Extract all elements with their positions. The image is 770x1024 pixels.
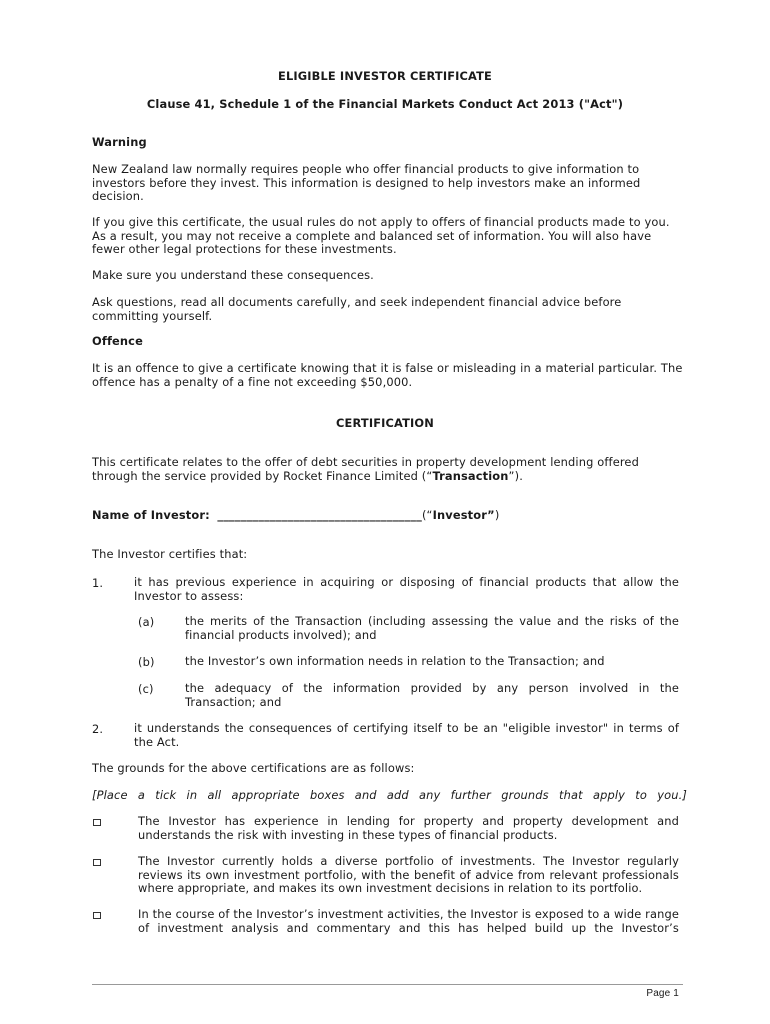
ground-checkbox[interactable]: [93, 859, 101, 866]
item-number: 1.: [92, 576, 104, 590]
ground-checkbox[interactable]: [93, 912, 101, 919]
subitem-text: the adequacy of the information provided by any person involved in the Transaction; and: [185, 681, 679, 709]
page-number: Page 1: [646, 988, 679, 999]
document-title: ELIGIBLE INVESTOR CERTIFICATE: [278, 69, 492, 83]
item-text: it has previous experience in acquiring or disposing of financial products that allow the Investor to assess:: [134, 575, 679, 603]
certifies-text: The Investor certifies that:: [92, 547, 248, 561]
certification-heading: CERTIFICATION: [336, 416, 434, 430]
ground-checkbox[interactable]: [93, 819, 101, 826]
offence-heading: Offence: [92, 334, 143, 348]
offence-paragraph: It is an offence to give a certificate knowing that it is false or misleading in a material particular. The offence has a penalty of a fine not exceeding $50,000.: [92, 361, 683, 389]
document-subtitle: Clause 41, Schedule 1 of the Financial Markets Conduct Act 2013 ("Act"): [146, 97, 624, 111]
ground-text: In the course of the Investor’s investment activities, the Investor is exposed to a wide range of investment analysis and commentary and this has helped build up the Investor’s: [138, 907, 680, 935]
warning-paragraph-2: If you give this certificate, the usual rules do not apply to offers of financial products made to you. As a result, you may not receive a complete and balanced set of information. You will also have fewer other legal protections for these investments.: [92, 215, 670, 256]
subitem-number: (a): [138, 615, 155, 629]
investor-term: Investor”: [432, 508, 495, 522]
investor-name-blank[interactable]: ___________________________________: [217, 508, 422, 522]
ground-text: The Investor currently holds a diverse portfolio of investments. The Investor regularly reviews its own investment portfolio, with the benefit of advice from relevant professionals where appropriate, and makes its own investment decisions in relation to its portfolio.: [138, 854, 679, 895]
subitem-text: the Investor’s own information needs in relation to the Transaction; and: [185, 654, 605, 668]
certification-intro: [92, 456, 687, 483]
investor-paren-open: (“: [421, 508, 433, 522]
warning-heading: Warning: [92, 135, 147, 149]
warning-paragraph-3: Make sure you understand these consequences.: [92, 268, 374, 282]
subitem-number: (c): [138, 682, 154, 696]
grounds-text: The grounds for the above certifications are as follows:: [92, 761, 415, 775]
intro-suffix: ”).: [508, 468, 523, 483]
ground-text: The Investor has experience in lending for property and property development and understands the risk with investing in these types of financial products.: [138, 814, 679, 842]
warning-paragraph-4: Ask questions, read all documents carefully, and seek independent financial advice before committing yourself.: [92, 295, 622, 323]
investor-name-line: [92, 509, 687, 523]
intro-prefix: This certificate relates to the offer of debt securities in property development lending offered through the service provided by Rocket Finance Limited (“: [92, 455, 639, 483]
subitem-text: the merits of the Transaction (including assessing the value and the risks of the financial products involved); and: [185, 614, 679, 642]
instruction-text: [Place a tick in all appropriate boxes and add any further grounds that apply to you.]: [92, 788, 687, 802]
warning-paragraph-1: New Zealand law normally requires people who offer financial products to give information to investors before they invest. This information is designed to help investors make an informed decision.: [92, 162, 641, 203]
investor-name-label: Name of Investor:: [92, 508, 210, 522]
intro-transaction-term: Transaction: [432, 468, 509, 483]
investor-paren-close: ): [494, 508, 500, 522]
footer-divider: [92, 984, 683, 985]
item-text: it understands the consequences of certifying itself to be an "eligible investor" in terms of the Act.: [134, 721, 679, 749]
subitem-number: (b): [138, 655, 155, 669]
item-number: 2.: [92, 722, 104, 736]
